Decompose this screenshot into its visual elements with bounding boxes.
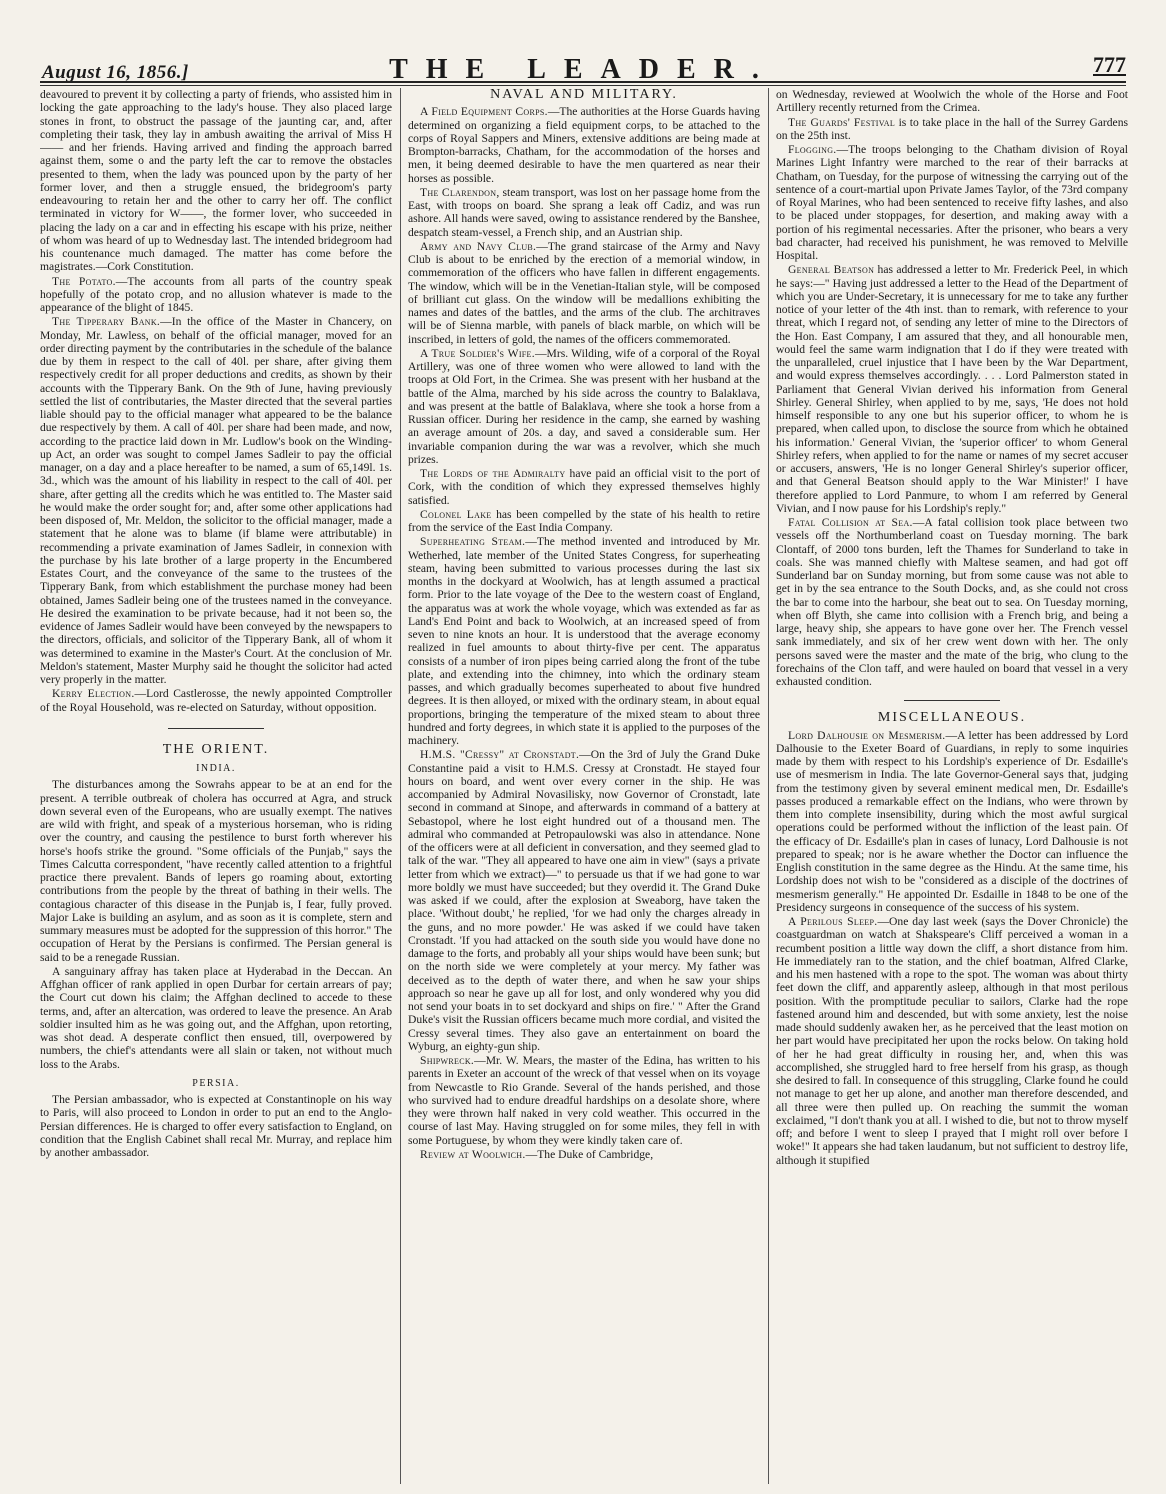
article-text: —The Duke of Cambridge, — [525, 1147, 654, 1161]
column-left — [40, 88, 392, 1490]
article-soldiers-wife — [408, 347, 760, 466]
article-dalhousie-mesmerism — [776, 729, 1128, 915]
article-text: —The troops belonging to the Chatham division of Royal Marines Light Infantry were marched to the rear of their barracks at Chatham, on Tuesday, for the purpose of witnessing the carrying out of the sentence of a court-martial upon Private James Taylor, of the 73rd company of Royal Marines, who had been sentenced to receive fifty lashes, and also to be placed under stoppages, for desertion, and making away with a portion of his regimental necessaries. After the prisoner, who bears a very bad character, had received his punishment, he was removed to Melville Hospital. — [776, 143, 1128, 262]
article-guards-festival — [776, 116, 1128, 143]
section-heading-miscellaneous: MISCELLANEOUS. — [877, 710, 1027, 726]
article-lead: A True Soldier's Wife. — [420, 346, 535, 360]
article-persia: The Persian ambassador, who is expected at Constantinople on his way to Paris, will also proceed to London in order to put an end to the Anglo-Persian differences. He is charged to offer every satisfaction to England, on condition that the English Cabinet shall recal Mr. Murray, and replace him by another ambassador. — [40, 1093, 392, 1159]
issue-date: August 16, 1856.] — [42, 62, 189, 83]
article-lead: The Clarendon, — [420, 185, 500, 199]
article-text: —The authorities at the Horse Guards having determined on organizing a field equipment corps, to be attached to the corps of Royal Sappers and Miners, extensive additions are being made at Brompton-barracks, Chatham, for the accommodation of the horses and men, it being deemed desirable to have the men quartered as near their horses as possible. — [408, 105, 760, 185]
article-text: —Lord Castlerosse, the newly appointed Comptroller of the Royal Household, was re-elected on Saturday, without opposition. — [40, 687, 392, 714]
article-lead: A Perilous Sleep. — [788, 915, 878, 928]
article-text: —In the office of the Master in Chancery, on Monday, Mr. Lawless, on behalf of the official manager, moved for an order directing payment by the contributaries in the schedule of the balance due by them in respect to the call of 40l. per share, after giving them respectively credit for all proper deductions and credits, as shown by their accounts with the Tipperary Bank. On the 9th of June, having previously settled the list of contributaries, the Master directed that the several parties liable should pay to the official manager what appeared to be the balance due respectively by them. A call of 40l. per share had been made, and now, according to the practice laid down in Mr. Ludlow's book on the Winding-up Act, an order was sought to compel James Sadleir to pay the official manager, on a day and a place hereafter to be named, a sum of 65,149l. 1s. 3d., which was the amount of his liability in respect to the call of 40l. per share, after getting all the credits which he was entitled to. The Master said he would make the order sought for; and, after some other applications had been disposed of, Mr. Meldon, the solicitor to the official manager, made a statement that he alone was to blame (if blame were attributable) in recommending a private examination of James Sadleir, in connexion with the purchase by his late brother of a large property in the Encumbered Estates Court, and the conveyance of the same to the trustees of the Tipperary Bank, from which establishment the purchase money had been obtained, James Sadleir being one of the trustees named in the conveyance. He desired the examination to be private because, had it not been so, the evidence of James Sadleir would have been conveyed by the newspapers to the directors, officials, and solicitor of the Tipperary Bank, all of whom it was determined to examine in the Master's Court. At the conclusion of Mr. Meldon's statement, Master Murphy said he thought the solicitor had acted very properly in the matter. — [40, 315, 392, 686]
paper-title: THE LEADER. — [389, 54, 777, 85]
article-text: —A fatal collision took place between two vessels off the Northumberland coast on Tuesday morning. The bark Clontaff, of 2000 tons burden, left the Thames for Sunderland to take in coals. She was manned chiefly with Maltese seamen, and had got off Sunderland bar on Sunday morning, but from some cause was not able to get in by the sea entrance to the South Docks, and, as she could not cross the bar to come into the harbour, she beat out to sea. On Tuesday morning, when off Blyth, she came into collision with a French brig, and being a large, heavy ship, she appears to have gone over her. The French vessel sank immediately, and six of her crew went down with her. The only persons saved were the master and the mate of the brig, who clung to the forechains of the Clon taff, and were hauled on board that vessel in a very exhausted condition. — [776, 516, 1128, 688]
article-kerry-election — [40, 687, 392, 714]
column-middle — [408, 88, 760, 1490]
section-divider — [168, 728, 264, 729]
article-lead: Army and Navy Club. — [420, 239, 537, 253]
article-lead: A Field Equipment Corps. — [420, 105, 548, 119]
article-lead: Review at Woolwich. — [420, 1147, 526, 1161]
article-text: is to take place in the hall of the Surrey Gardens on the 25th inst. — [776, 115, 1128, 142]
column-right — [776, 88, 1128, 1490]
article-text: has been compelled by the state of his health to retire from the service of the East India Company. — [408, 507, 760, 534]
article-text: steam transport, was lost on her passage home from the East, with troops on board. She sprang a leak off Cadiz, and was run ashore. All hands were saved, owing to assistance rendered by the Banshee, despatch steam-vessel, a French ship, and an Austrian ship. — [408, 185, 760, 239]
masthead — [40, 52, 1126, 85]
section-heading-naval: NAVAL AND MILITARY. — [490, 88, 678, 102]
column-divider-2 — [768, 88, 769, 1484]
article-text: —The grand staircase of the Army and Navy Club is about to be enriched by the erection of a memorial window, in commemoration of the officers who have fallen in different engagements. The window, which will be in the Venetian-Italian style, will be composed of brilliant cut glass. On the window will be medallions exhibiting the names and dates of the battles, and the arms of the club. The architraves will be of Sienna marble, with panels of black marble, on which will be inscribed, in letters of gold, the names of the officers commemorated. — [408, 239, 760, 346]
article-text: —On the 3rd of July the Grand Duke Constantine paid a visit to H.M.S. Cressy at Cronstadt. He stayed four hours on board, and went over every corner in the ship. He was accompanied by Admiral Novasilisky, now Governor of Cronstadt, late second in command at Sinope, and afterwards in command of a battery at Sebastopol, where he lost eight hundred out of a thousand men. The admiral who commanded at Petropaulowski was also in attendance. None of the officers were at all deficient in conversation, and they seemed glad to talk of the war. "They all appeared to have one aim in view" (says a private letter from which we extract)—" to persuade us that if we had gone to war more boldly we must have succeeded; but they overdid it. The Grand Duke was asked if we could, after the explosion at Sweaborg, have taken the place. 'Without doubt,' he replied, 'for we had only the charges already in the guns, and no more powder.' He was asked if we could have taken Cronstadt. 'If you had attacked on the south side you would have done no damage to the forts, and probably all your ships would have been sunk; but on the north side we were completely at your mercy. My father was deceived as to the depth of water there, and when he saw your ships approach so near he gave up all for lost, and only wondered why you did not send your boats in to set dockyard and ships on fire.' " After the Grand Duke's visit the Russian officers became much more cordial, and visited the Cressy several times. They also gave an entertainment on board the Wyburg, an eighty-gun ship. — [408, 748, 760, 1053]
article-lead: General Beatson — [788, 263, 875, 277]
subheading-india: INDIA. — [196, 763, 236, 774]
article-fatal-collision — [776, 516, 1128, 688]
section-divider — [904, 700, 1000, 701]
article-lead: Flogging. — [788, 143, 837, 156]
article-lead: Colonel Lake — [420, 507, 492, 521]
article-clarendon — [408, 186, 760, 239]
page-number: 777 — [1093, 52, 1126, 77]
column-divider-1 — [400, 88, 401, 1484]
subheading-persia: PERSIA. — [192, 1077, 240, 1089]
article-tipperary-bank — [40, 315, 392, 686]
article-lead: Shipwreck. — [420, 1054, 475, 1067]
article-india-2: A sanguinary affray has taken place at Hyderabad in the Deccan. An Affghan officer of rank applied in open Durbar for certain arrears of pay; the Court cut down his claim; the Affghan declined to accede to these terms, and, after an altercation, was ordered to leave the presence. An Arab soldier insulted him as he was going out, and the Affghan, upon retorting, was shot dead. A desperate conflict then ensued, till, overpowered by numbers, the chief's attendants were all slain or taken, not without much loss to the Arabs. — [40, 964, 392, 1071]
article-superheating-steam — [408, 535, 760, 747]
article-shipwreck — [408, 1054, 760, 1147]
section-heading-orient: THE ORIENT. — [162, 741, 270, 757]
article-lead: Fatal Collision at Sea. — [788, 516, 913, 529]
article-potato — [40, 275, 392, 315]
article-cressy — [408, 748, 760, 1053]
article-general-beatson — [776, 263, 1128, 515]
article-continuation: deavoured to prevent it by collecting a party of friends, who assisted him in locking the gate approaching to the lady's house. They also placed large stones in front, to obstruct the passage of the jaunting car, and, after completing their task, they lay in ambush awaiting the arrival of Miss H—— and her friends. Having arrived and finding the approach barred against them, some o and the party left the car to remove the obstacles presented to them, when the lady was pounced upon by the party of her former lover, and then a struggle ensued, the bridegroom's party endeavouring to retain her and the other to carry her off. The conflict terminated in victory for W——, the former lover, who succeeded in placing the lady on a car and in effecting his escape with his prize, neither of whom was heard of up to Wednesday last. The intended bridegroom had his countenance much damaged. The matter has come before the magistrates.—Cork Constitution. — [40, 88, 392, 274]
article-text: —Mrs. Wilding, wife of a corporal of the Royal Artillery, was one of three women who were allowed to land with the troops at Old Fort, in the Crimea. She was present with her husband at the battle of the Alma, marched by his side across the country to Balaklava, and was present at the battle of Balaklava, where she took a horse from a Russian officer. During her residence in the camp, she earned by washing an average amount of 20s. a day, and saved a considerable sum. Her invariable companion during the war was a revolver, which she much prizes. — [408, 346, 760, 466]
article-lead: The Guards' Festival — [788, 115, 896, 129]
article-lead: Kerry Election. — [52, 687, 135, 701]
article-continuation: on Wednesday, reviewed at Woolwich the whole of the Horse and Foot Artillery recently returned from the Crimea. — [776, 88, 1128, 115]
masthead-rule-thin — [40, 85, 1126, 86]
article-field-equipment — [408, 105, 760, 185]
article-lead: Lord Dalhousie on Mesmerism. — [788, 728, 946, 742]
article-text: has addressed a letter to Mr. Frederick Peel, in which he says:—" Having just addressed a letter to the Head of the Department of which you are Under-Secretary, it is unnecessary for me to take any further notice of your letter of the 4th inst. than to remark, with reference to your threat, which I regard not, of sending any letter of mine to the Directors of the Hon. East Company, I am assured that they, and all honourable men, would feel the same warm indignation that I do if they were treated with the unparalleled, cruel injustice that I have been by the War Department, and would express themselves accordingly. . . . Lord Palmerston stated in Parliament that General Vivian derived his information from General Shirley. General Shirley, when applied to by me, says, 'He does not hold himself responsible to any one but his superior officer, to whom he is prepared, when called upon, to disclose the source from which he obtained his information.' General Vivian, the 'superior officer' to whom General Shirley refers, when applied to for the name or names of my secret accuser or accusers, answers, 'He is no longer General Shirley's superior officer, and that General Beatson should apply to the War Minister!' I have therefore applied to Lord Panmure, to whom I am referred by General Vivian, and I now pause for his Lordship's reply." — [776, 263, 1128, 515]
article-review-woolwich — [408, 1148, 760, 1161]
article-flogging — [776, 143, 1128, 262]
article-text: —Mr. W. Mears, the master of the Edina, has written to his parents in Exeter an account of the wreck of that vessel when on its voyage from Newcastle to Rio Grande. Several of the hands perished, and those who survived had to endure dreadful hardships on a desolate shore, where they were thrown half naked in very cold weather. This occurred in the course of last May. Having struggled on for some miles, they fell in with some Portuguese, by whom they were kindly taken care of. — [408, 1054, 760, 1147]
article-lead: The Lords of the Admiralty — [420, 467, 566, 480]
masthead-rule — [40, 81, 1126, 83]
article-lead: Superheating Steam. — [420, 535, 526, 549]
article-army-navy-club — [408, 240, 760, 346]
article-lead: The Potato. — [52, 274, 116, 288]
article-text: —One day last week (says the Dover Chronicle) the coastguardman on watch at Shakspeare's Cliff perceived a woman in a recumbent position a little way down the cliff, a short distance from him. He immediately ran to the station, and the chief boatman, Alfred Clarke, and his men hastened with a rope to the spot. The woman was about thirty feet down the cliff, and apparently asleep, although in that most perilous position. With the promptitude peculiar to sailors, Clarke had the rope fastened around him and descended, but with some anxiety, lest the noise made should suddenly awaken her, as he perceived that the least motion on her part would have precipitated her upon the rocks below. On taking hold of her he had great difficulty in rousing her, and, when this was accomplished, she struggled hard to free herself from his grasp, as though she desired to fall. In consequence of this struggling, Clarke found he could not manage to get her up alone, and another man therefore descended, and all three were then pulled up. On reaching the summit the woman exclaimed, "I don't thank you at all. I wished to die, but not to throw myself off; and before I went to sleep I prayed that I might roll over before I woke!" It appears she had taken laudanum, but not sufficient to destroy life, although it stupified — [776, 915, 1128, 1167]
article-text: —The method invented and introduced by Mr. Wetherhed, late member of the United States Congress, for superheating steam, having been submitted to various processes during the last six months in the dockyard at Woolwich, has at length assumed a practical form. Prior to the late voyage of the Dee to the western coast of England, the apparatus was at work the whole voyage, which was extended as far as Land's End Point and back to Woolwich, at an increased speed of from seven to nine knots an hour. It is understood that the average economy realized in fuel amounts to about thirty-five per cent. The apparatus consists of a number of iron pipes being carried along the front of the tube plate, and extending into the chimney, into which the ordinary steam passes, and which gradually becomes superheated to about five hundred degrees. It is then alloyed, or mixed with the ordinary steam, in about equal proportions, bringing the temperature of the mixed steam to about three hundred and forty degrees, in which state it is applied to the purposes of the machinery. — [408, 535, 760, 747]
article-india-1: The disturbances among the Sowrahs appear to be at an end for the present. A terrible outbreak of cholera has occurred at Agra, and struck down several even of the Europeans, who are usually exempt. The natives are wild with fright, and speak of a mysterious horseman, who is riding over the country, and causing the pestilence to burst forth wherever his horse's hoofs strike the ground. "Some officials of the Punjab," says the Times Calcutta correspondent, "have recently called attention to a frightful practice there prevalent. Bands of lepers go roaming about, extorting contributions from the people by the threat of bathing in their wells. The contagious character of this disease in the Punjab is, I fear, fully proved. Major Lake is building an asylum, and as soon as it is complete, stern and summary measures must be adopted for the suppression of this horror." The occupation of Herat by the Persians is confirmed. The Persian general is said to be a renegade Russian. — [40, 778, 392, 964]
article-perilous-sleep — [776, 915, 1128, 1167]
article-text: —A letter has been addressed by Lord Dalhousie to the Exeter Board of Guardians, in reply to some inquiries made by them with respect to his Lordship's experience of Dr. Esdaille's use of mesmerism in India. The late Governor-General says that, judging from the testimony given by several eminent medical men, Dr. Esdaille's passes produced a remarkable effect on the Indians, who were thrown by them into complete insensibility, during which the most awful surgical operations could be performed without the infliction of the least pain. Of the efficacy of Dr. Esdaille's plan in cases of lunacy, Lord Dalhousie is not prepared to speak; nor is he aware whether the Doctor can influence the English constitution in the same degree as the Hindu. At the same time, his Lordship does not wish to be "considered as a disciple of the doctrines of mesmerism generally." He appointed Dr. Esdaille in 1848 to be one of the Presidency surgeons in consequence of the success of his system. — [776, 728, 1128, 914]
article-lead: H.M.S. "Cressy" at Cronstadt. — [420, 748, 580, 762]
article-admiralty — [408, 467, 760, 507]
article-colonel-lake — [408, 508, 760, 535]
article-lead: The Tipperary Bank. — [52, 315, 161, 329]
article-text: have paid an official visit to the port of Cork, with the condition of which they expressed themselves highly satisfied. — [408, 467, 760, 507]
article-text: —The accounts from all parts of the country speak hopefully of the potato crop, and no allusion whatever is made to the appearance of the blight of 1845. — [40, 274, 392, 314]
